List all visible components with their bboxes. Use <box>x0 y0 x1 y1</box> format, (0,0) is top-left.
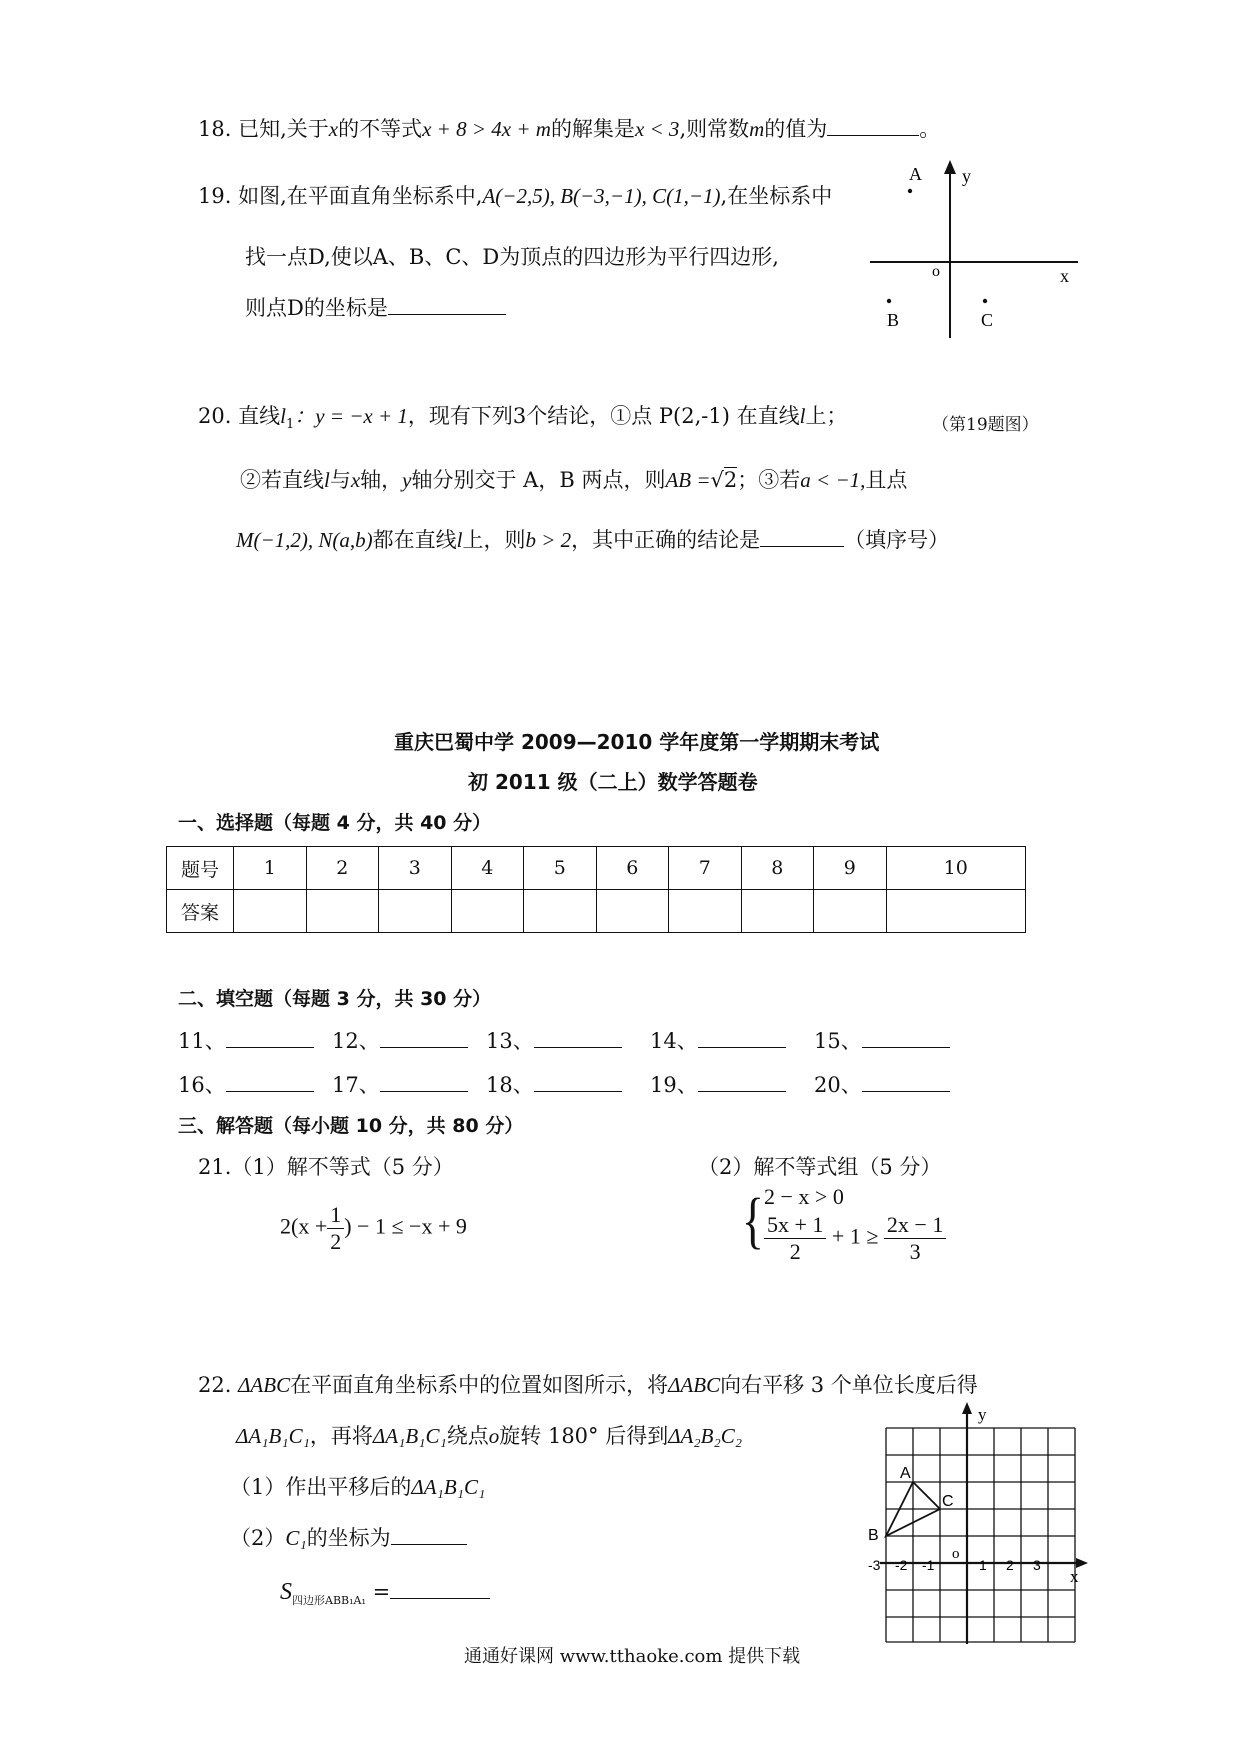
question-19-line-3: 则点D的坐标是 <box>245 294 506 322</box>
question-22-part-1: （1）作出平移后的ΔA₁B₁C₁ <box>230 1475 486 1499</box>
label-x: x <box>1060 266 1069 286</box>
tick-label: -3 <box>868 1557 881 1573</box>
fill-item-19: 19、 <box>650 1071 786 1099</box>
point-c <box>983 299 987 303</box>
label-origin: o <box>952 1546 960 1562</box>
exam-title: 重庆巴蜀中学 2009—2010 学年度第一学期期末考试 <box>394 730 880 754</box>
answer-blank[interactable] <box>698 1073 786 1092</box>
question-20-line-1: 20. 直线$l_1$：y = −x + 1，现有下列3个结论，①点 P(2,-1) 在直线l上； <box>198 404 848 433</box>
question-20-line-2: ②若直线l与x轴，y轴分别交于 A，B 两点，则AB =√2；③若a < −1,且点 <box>240 468 908 492</box>
grid-number: 1 <box>234 847 307 890</box>
answer-blank[interactable] <box>534 1029 622 1048</box>
fill-item-18: 18、 <box>486 1071 622 1099</box>
label-a: A <box>900 1465 911 1482</box>
inequality-21-1: 2(x + $\frac{1}{2}$ ) − 1 ≤ −x + 9 <box>280 1202 467 1254</box>
question-22-area: $S_{四边形ABB_1A_1}$ = <box>280 1578 490 1615</box>
y-axis-arrow <box>944 160 956 174</box>
question-22-part-2: （2）C₁的坐标为 <box>230 1524 467 1552</box>
inequality-system-line-1: 2 − x > 0 <box>764 1184 844 1209</box>
answer-cell[interactable] <box>379 890 452 933</box>
y-axis-arrow <box>962 1402 972 1414</box>
question-19-line-2: 找一点D,使以A、B、C、D为顶点的四边形为平行四边形, <box>245 245 779 269</box>
grid-lines <box>886 1428 1075 1642</box>
grid-number: 4 <box>451 847 524 890</box>
answer-blank[interactable] <box>390 1580 490 1599</box>
answer-cell[interactable] <box>741 890 814 933</box>
fill-item-15: 15、 <box>814 1027 950 1055</box>
page-footer: 通通好课网 www.tthaoke.com 提供下载 <box>464 1646 801 1667</box>
grid-number: 5 <box>524 847 597 890</box>
answer-cell[interactable] <box>524 890 597 933</box>
answer-blank[interactable] <box>380 1073 468 1092</box>
tick-label: 3 <box>1033 1557 1041 1573</box>
grid-number: 3 <box>379 847 452 890</box>
answer-blank[interactable] <box>862 1029 950 1048</box>
figure-19-caption: （第19题图） <box>932 415 1039 435</box>
grid-number: 2 <box>306 847 379 890</box>
grid-number: 9 <box>814 847 887 890</box>
label-c: C <box>942 1493 954 1510</box>
grid-number: 8 <box>741 847 814 890</box>
answer-cell[interactable] <box>814 890 887 933</box>
answer-cell[interactable] <box>669 890 742 933</box>
grid-number: 6 <box>596 847 669 890</box>
question-19-line-1: 19. 如图,在平面直角坐标系中,A(−2,5), B(−3,−1), C(1,−1),在坐标系中 <box>198 184 833 208</box>
label-b: B <box>887 310 900 330</box>
answer-blank[interactable] <box>534 1073 622 1092</box>
question-21-part-1-label: 21.（1）解不等式（5 分） <box>198 1155 454 1179</box>
question-21-part-2-label: （2）解不等式组（5 分） <box>698 1155 942 1179</box>
question-number: 22. <box>198 1373 232 1397</box>
fill-item-20: 20、 <box>814 1071 950 1099</box>
point-a <box>908 189 912 193</box>
fill-item-13: 13、 <box>486 1027 622 1055</box>
section-1-title: 一、选择题（每题 4 分，共 40 分） <box>178 812 492 834</box>
answer-cell[interactable] <box>596 890 669 933</box>
tick-label: 2 <box>1006 1557 1014 1573</box>
question-18: 18. 已知,关于x的不等式x + 8 > 4x + m的解集是x < 3,则常数m的值为 。 <box>198 117 941 141</box>
answer-blank[interactable] <box>862 1073 950 1092</box>
label-x: x <box>1070 1567 1079 1586</box>
label-origin: o <box>932 263 940 280</box>
label-b: B <box>868 1527 879 1544</box>
label-a: A <box>909 164 922 184</box>
question-number: 20. <box>198 404 232 428</box>
tick-label: -2 <box>895 1557 908 1573</box>
label-y: y <box>978 1405 987 1424</box>
q19-coordinate-figure <box>860 158 1090 348</box>
tick-label: 1 <box>979 1557 987 1573</box>
fill-item-11: 11、 <box>178 1027 314 1055</box>
question-22-line-2: ΔA₁B₁C₁，再将ΔA₁B₁C₁绕点o旋转 180° 后得到ΔA₂B₂C₂ <box>236 1424 743 1448</box>
answer-grid <box>166 846 1026 933</box>
question-number: 18. <box>198 117 232 141</box>
answer-cell[interactable] <box>306 890 379 933</box>
row-header: 题号 <box>167 847 234 890</box>
row-header: 答案 <box>167 890 234 933</box>
inequality-system-brace: { <box>741 1187 765 1255</box>
answer-blank[interactable] <box>827 117 919 136</box>
answer-blank[interactable] <box>226 1029 314 1048</box>
answer-cell[interactable] <box>451 890 524 933</box>
question-22-line-1: 22. ΔABC在平面直角坐标系中的位置如图所示，将ΔABC向右平移 3 个单位长度后得 <box>198 1373 978 1397</box>
inequality-system-line-2: $\frac{5x + 1}{2}$ + 1 ≥ $\frac{2x - 1}{3}$ <box>764 1212 946 1265</box>
answer-sheet-title: 初 2011 级（二上）数学答题卷 <box>468 770 758 794</box>
fill-item-12: 12、 <box>332 1027 468 1055</box>
section-3-title: 三、解答题（每小题 10 分，共 80 分） <box>178 1115 524 1137</box>
fill-item-14: 14、 <box>650 1027 786 1055</box>
question-number: 19. <box>198 184 232 208</box>
sqrt-sign: √ <box>710 468 724 492</box>
grid-number: 10 <box>886 847 1026 890</box>
answer-blank[interactable] <box>391 1526 467 1545</box>
answer-row <box>167 890 1026 933</box>
point-b <box>887 299 891 303</box>
answer-cell[interactable] <box>886 890 1026 933</box>
section-2-title: 二、填空题（每题 3 分，共 30 分） <box>178 988 492 1010</box>
answer-cell[interactable] <box>234 890 307 933</box>
answer-blank[interactable] <box>698 1029 786 1048</box>
answer-blank[interactable] <box>760 528 844 547</box>
grid-number: 7 <box>669 847 742 890</box>
q22-grid-figure <box>850 1398 1090 1648</box>
question-number-row <box>167 847 1026 890</box>
fill-item-17: 17、 <box>332 1071 468 1099</box>
fill-item-16: 16、 <box>178 1071 314 1099</box>
answer-blank[interactable] <box>388 296 506 315</box>
inequality: x + 8 > 4x + m <box>422 117 551 141</box>
label-c: C <box>981 310 994 330</box>
label-y: y <box>962 166 971 186</box>
tick-label: -1 <box>922 1557 935 1573</box>
answer-blank[interactable] <box>380 1029 468 1048</box>
question-20-line-3: M(−1,2), N(a,b)都在直线l上，则b > 2，其中正确的结论是 （填序号） <box>236 528 950 552</box>
answer-blank[interactable] <box>226 1073 314 1092</box>
